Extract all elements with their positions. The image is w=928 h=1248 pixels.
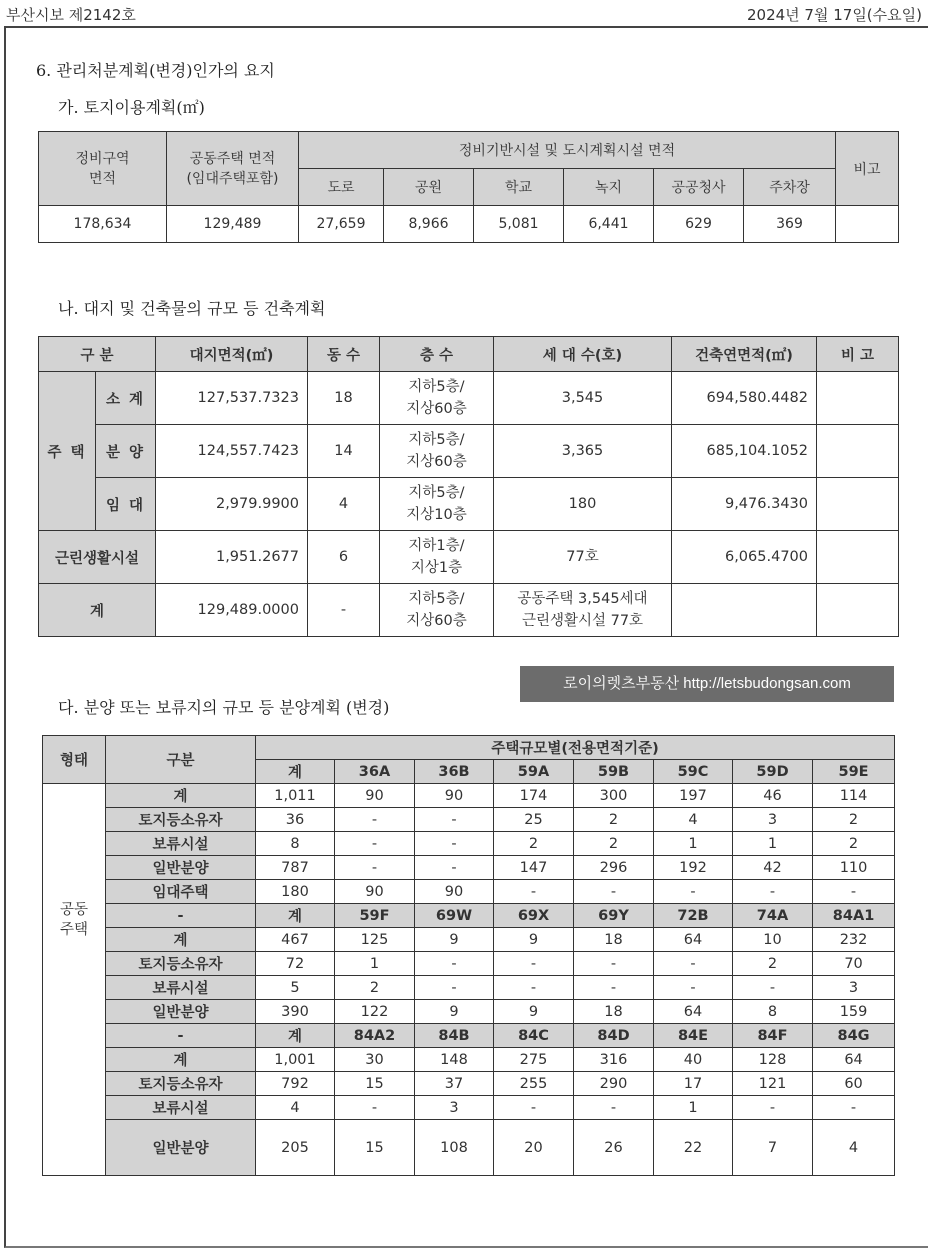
sales-value-cell: 180 [256,880,335,904]
sales-row-label: 계 [106,1048,256,1072]
land-value-cell [836,206,899,243]
size-header-cell: 69W [415,904,494,928]
sales-row-label: 토지등소유자 [106,952,256,976]
size-header-cell: 59B [574,760,654,784]
header-infra-5: 공공청사 [654,169,744,206]
sales-value-cell: 90 [415,784,494,808]
sales-value-cell: - [574,1096,654,1120]
units-cell: 180 [494,478,672,531]
sales-value-cell: 64 [813,1048,895,1072]
sales-value-cell: 148 [415,1048,494,1072]
sales-row-label: 보류시설 [106,1096,256,1120]
building-row-label: 계 [39,584,156,637]
sales-value-cell: - [335,808,415,832]
sales-value-cell: 18 [574,928,654,952]
sales-row-label: 일반분양 [106,1120,256,1176]
size-header-cell: 59D [733,760,813,784]
site-area-cell: 2,979.9900 [156,478,308,531]
sales-value-cell: 390 [256,1000,335,1024]
land-use-table [38,131,899,243]
sales-value-cell: 46 [733,784,813,808]
sales-value-cell: 4 [654,808,733,832]
site-area-cell: 124,557.7423 [156,425,308,478]
sales-value-cell: 1 [733,832,813,856]
sales-value-cell: 197 [654,784,733,808]
sales-row [43,1120,895,1176]
sales-value-cell: - [415,808,494,832]
building-row-label: 소 계 [96,372,156,425]
sales-value-cell: 9 [494,1000,574,1024]
sales-value-cell: 64 [654,928,733,952]
sales-value-cell: - [494,952,574,976]
size-header-cell: 59A [494,760,574,784]
gfa-cell [672,584,817,637]
note-cell [817,531,899,584]
sales-value-cell: 2 [813,832,895,856]
sales-value-cell: 9 [494,928,574,952]
size-header-row [43,1024,895,1048]
size-header-cell: 59C [654,760,733,784]
sales-value-cell: 60 [813,1072,895,1096]
sales-row-label: 보류시설 [106,832,256,856]
sales-value-cell: - [654,952,733,976]
land-use-title: 가. 토지이용계획(㎡) [58,98,205,117]
building-plan-table [38,336,899,637]
sales-value-cell: 2 [733,952,813,976]
sales-row-label: 임대주택 [106,880,256,904]
sales-row-label: 토지등소유자 [106,808,256,832]
sales-value-cell: 90 [335,784,415,808]
sales-value-cell: 316 [574,1048,654,1072]
gfa-cell: 685,104.1052 [672,425,817,478]
sales-row [43,1048,895,1072]
sales-value-cell: 147 [494,856,574,880]
size-header-cell: 계 [256,904,335,928]
sales-row [43,1096,895,1120]
land-value-cell: 6,441 [564,206,654,243]
building-plan-title: 나. 대지 및 건축물의 규모 등 건축계획 [58,299,326,318]
land-value-cell: 129,489 [167,206,299,243]
size-header-cell: 72B [654,904,733,928]
sales-value-cell: 232 [813,928,895,952]
sales-value-cell: 2 [574,808,654,832]
land-value-cell: 5,081 [474,206,564,243]
sales-value-cell: 1 [654,1096,733,1120]
building-header-cell: 대지면적(㎡) [156,337,308,372]
floors-cell: 지하1층/ 지상1층 [380,531,494,584]
gfa-cell: 694,580.4482 [672,372,817,425]
building-header-cell: 건축연면적(㎡) [672,337,817,372]
sales-value-cell: 15 [335,1072,415,1096]
building-row [39,425,899,478]
size-header-cell: 84A2 [335,1024,415,1048]
units-cell: 공동주택 3,545세대 근린생활시설 77호 [494,584,672,637]
header-infra-area: 정비기반시설 및 도시계획시설 면적 [299,132,836,169]
sales-value-cell: 3 [415,1096,494,1120]
building-header-cell: 구 분 [39,337,156,372]
sales-value-cell: 20 [494,1120,574,1176]
land-value-cell: 178,634 [39,206,167,243]
sales-value-cell: - [415,856,494,880]
size-header-cell: 84A1 [813,904,895,928]
sales-value-cell: - [733,976,813,1000]
site-area-cell: 129,489.0000 [156,584,308,637]
sales-value-cell: 121 [733,1072,813,1096]
sales-row-label: 계 [106,784,256,808]
sales-value-cell: 114 [813,784,895,808]
header-housing-area: 공동주택 면적 (임대주택포함) [167,132,299,206]
sales-value-cell: 1 [654,832,733,856]
units-cell: 3,365 [494,425,672,478]
building-row-label: 임 대 [96,478,156,531]
building-row [39,372,899,425]
size-header-cell: 59F [335,904,415,928]
sales-row [43,1000,895,1024]
publication-date: 2024년 7월 17일(수요일) [747,6,922,24]
sales-value-cell: 90 [335,880,415,904]
sales-value-cell: 2 [494,832,574,856]
size-header-cell: 84G [813,1024,895,1048]
building-count-cell: 14 [308,425,380,478]
sales-plan-table [42,735,895,1176]
units-cell: 3,545 [494,372,672,425]
sales-value-cell: 40 [654,1048,733,1072]
building-row [39,531,899,584]
sales-value-cell: 296 [574,856,654,880]
site-area-cell: 127,537.7323 [156,372,308,425]
header-zone-area: 정비구역 면적 [39,132,167,206]
building-row-label: 분 양 [96,425,156,478]
sales-value-cell: - [733,880,813,904]
sales-row-label: 토지등소유자 [106,1072,256,1096]
sales-value-cell: - [494,880,574,904]
sales-value-cell: 8 [733,1000,813,1024]
building-row [39,584,899,637]
sales-row [43,928,895,952]
size-header-cell: 계 [256,1024,335,1048]
sales-header-row [43,736,895,760]
header-infra-2: 공원 [384,169,474,206]
sales-value-cell: 9 [415,928,494,952]
sales-value-cell: - [335,856,415,880]
sales-row [43,856,895,880]
sales-value-cell: 4 [256,1096,335,1120]
sales-value-cell: - [654,976,733,1000]
building-count-cell: 18 [308,372,380,425]
header-gubun: 구분 [106,736,256,784]
sales-value-cell: - [494,976,574,1000]
sales-value-cell: 37 [415,1072,494,1096]
sales-value-cell: 9 [415,1000,494,1024]
block-header-label: - [106,904,256,928]
sales-value-cell: 159 [813,1000,895,1024]
header-scale: 주택규모별(전용면적기준) [256,736,895,760]
sales-value-cell: 18 [574,1000,654,1024]
sales-value-cell: - [415,952,494,976]
header-infra-3: 학교 [474,169,564,206]
sales-value-cell: 17 [654,1072,733,1096]
sales-value-cell: 36 [256,808,335,832]
sales-row-label: 일반분양 [106,856,256,880]
note-cell [817,584,899,637]
sales-value-cell: 2 [335,976,415,1000]
size-header-cell: 36A [335,760,415,784]
sales-value-cell: 467 [256,928,335,952]
sales-value-cell: - [574,952,654,976]
header-infra-1: 도로 [299,169,384,206]
sales-value-cell: 192 [654,856,733,880]
sales-value-cell: - [813,1096,895,1120]
size-header-cell: 36B [415,760,494,784]
building-count-cell: 6 [308,531,380,584]
sales-value-cell: 1 [335,952,415,976]
sales-value-cell: 64 [654,1000,733,1024]
land-value-cell: 369 [744,206,836,243]
sales-value-cell: 15 [335,1120,415,1176]
sales-value-cell: - [574,976,654,1000]
building-header-cell: 층 수 [380,337,494,372]
sales-row-label: 보류시설 [106,976,256,1000]
sales-value-cell: 108 [415,1120,494,1176]
note-cell [817,425,899,478]
size-header-row [43,904,895,928]
size-header-cell: 69X [494,904,574,928]
header-infra-6: 주차장 [744,169,836,206]
sales-row [43,952,895,976]
sales-value-cell: 3 [813,976,895,1000]
sales-value-cell: 7 [733,1120,813,1176]
sales-value-cell: 792 [256,1072,335,1096]
sales-value-cell: 1,001 [256,1048,335,1072]
units-cell: 77호 [494,531,672,584]
sales-row [43,832,895,856]
sales-value-cell: 10 [733,928,813,952]
site-area-cell: 1,951.2677 [156,531,308,584]
size-header-cell: 84C [494,1024,574,1048]
sales-value-cell: 4 [813,1120,895,1176]
gfa-cell: 6,065.4700 [672,531,817,584]
sales-value-cell: 125 [335,928,415,952]
sales-value-cell: 2 [813,808,895,832]
building-header-cell: 비 고 [817,337,899,372]
sales-value-cell: - [335,1096,415,1120]
building-header-cell: 세 대 수(호) [494,337,672,372]
sales-value-cell: 5 [256,976,335,1000]
sales-value-cell: - [415,976,494,1000]
sales-row [43,808,895,832]
sales-value-cell: 290 [574,1072,654,1096]
size-header-cell: 69Y [574,904,654,928]
floors-cell: 지하5층/ 지상60층 [380,584,494,637]
sales-value-cell: - [654,880,733,904]
publication-title: 부산시보 제2142호 [6,6,136,24]
land-value-cell: 27,659 [299,206,384,243]
header-infra-4: 녹지 [564,169,654,206]
sales-value-cell: 2 [574,832,654,856]
size-header-cell: 84F [733,1024,813,1048]
sales-value-cell: 22 [654,1120,733,1176]
sales-value-cell: 110 [813,856,895,880]
sales-value-cell: 25 [494,808,574,832]
land-value-cell: 629 [654,206,744,243]
sales-row [43,976,895,1000]
note-cell [817,478,899,531]
building-row [39,478,899,531]
floors-cell: 지하5층/ 지상60층 [380,372,494,425]
sales-value-cell: 128 [733,1048,813,1072]
sales-value-cell: 30 [335,1048,415,1072]
size-header-cell: 59E [813,760,895,784]
sales-value-cell: 42 [733,856,813,880]
sales-value-cell: 122 [335,1000,415,1024]
sales-value-cell: - [733,1096,813,1120]
building-count-cell: - [308,584,380,637]
sales-value-cell: 174 [494,784,574,808]
sales-value-cell: 8 [256,832,335,856]
sales-value-cell: 300 [574,784,654,808]
type-label: 공동 주택 [43,784,106,1176]
size-header-cell: 84E [654,1024,733,1048]
sales-value-cell: 70 [813,952,895,976]
sales-value-cell: 72 [256,952,335,976]
gfa-cell: 9,476.3430 [672,478,817,531]
sales-value-cell: 90 [415,880,494,904]
sales-row-label: 일반분양 [106,1000,256,1024]
page-header [0,0,928,28]
building-count-cell: 4 [308,478,380,531]
sales-value-cell: 787 [256,856,335,880]
sales-value-cell: 1,011 [256,784,335,808]
header-type: 형태 [43,736,106,784]
size-header-cell: 74A [733,904,813,928]
sales-value-cell: - [335,832,415,856]
size-header-cell: 계 [256,760,335,784]
sales-value-cell: - [574,880,654,904]
watermark-banner: 로이의렛츠부동산 http://letsbudongsan.com [520,666,894,702]
size-header-cell: 84D [574,1024,654,1048]
sales-plan-title: 다. 분양 또는 보류지의 규모 등 분양계획 (변경) [58,698,390,717]
floors-cell: 지하5층/ 지상10층 [380,478,494,531]
building-header-cell: 동 수 [308,337,380,372]
sales-value-cell: - [415,832,494,856]
header-note: 비고 [836,132,899,206]
sales-row [43,784,895,808]
sales-row-label: 계 [106,928,256,952]
building-row-label: 근린생활시설 [39,531,156,584]
housing-group-label: 주 택 [39,372,96,531]
floors-cell: 지하5층/ 지상60층 [380,425,494,478]
sales-value-cell: 275 [494,1048,574,1072]
sales-value-cell: - [813,880,895,904]
block-header-label: - [106,1024,256,1048]
sales-row [43,1072,895,1096]
sales-value-cell: 26 [574,1120,654,1176]
size-header-cell: 84B [415,1024,494,1048]
sales-value-cell: - [494,1096,574,1120]
note-cell [817,372,899,425]
sales-row [43,880,895,904]
sales-value-cell: 255 [494,1072,574,1096]
sales-value-cell: 205 [256,1120,335,1176]
land-value-cell: 8,966 [384,206,474,243]
sales-value-cell: 3 [733,808,813,832]
section-title: 6. 관리처분계획(변경)인가의 요지 [36,61,275,80]
